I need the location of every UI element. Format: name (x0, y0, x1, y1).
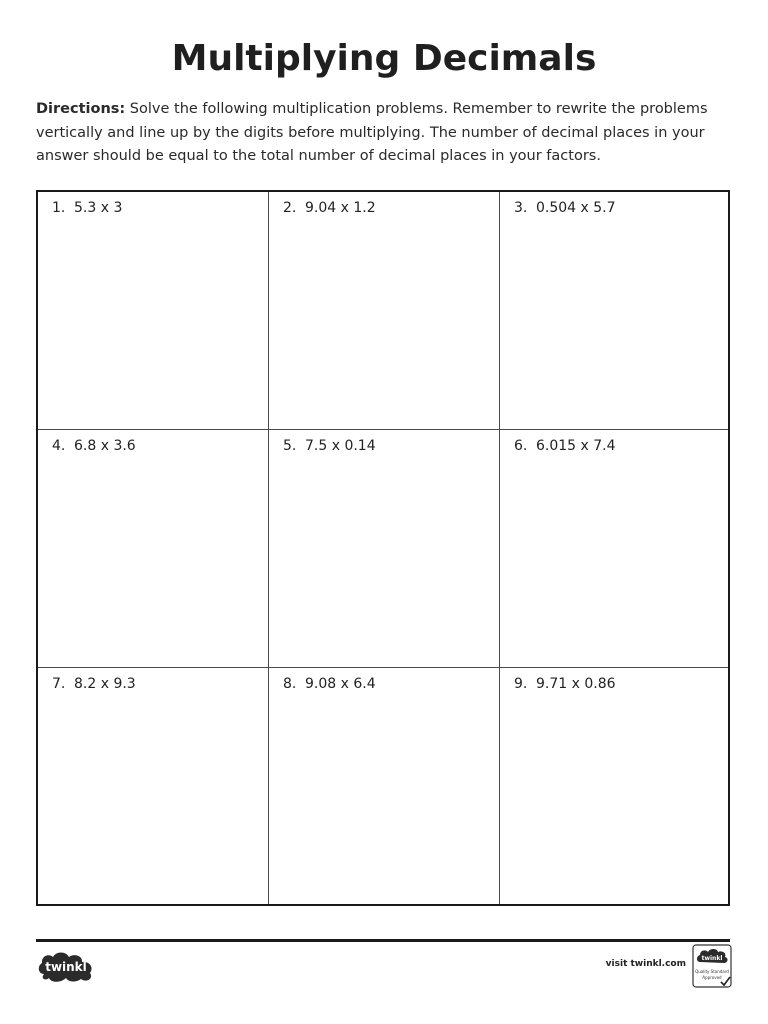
directions-text: Solve the following multiplication problems. Remember to rewrite the problems vertically and line up by the digits before multiplying. The number of decimal places in your answer should be equal to the total number of decimal places in your factors. (36, 101, 708, 164)
problem-expression: 8.2 x 9.3 (74, 676, 136, 692)
quality-badge-icon (692, 944, 732, 988)
visit-link[interactable]: visit twinkl.com (605, 959, 686, 969)
problem-expression: 5.3 x 3 (74, 200, 123, 216)
directions-label: Directions: (36, 101, 126, 117)
problem-number: 9. (514, 676, 528, 692)
problem-number: 3. (514, 200, 528, 216)
directions (36, 98, 736, 169)
problem-cell[interactable] (38, 430, 269, 668)
problem-number: 6. (514, 438, 528, 454)
page-title: Multiplying Decimals (171, 38, 597, 79)
problem-number: 1. (52, 200, 66, 216)
problem-expression: 7.5 x 0.14 (305, 438, 376, 454)
problem-cell[interactable] (500, 430, 728, 668)
problem-expression: 9.04 x 1.2 (305, 200, 376, 216)
problem-expression: 6.015 x 7.4 (536, 438, 616, 454)
twinkl-logo[interactable] (36, 948, 96, 984)
problem-grid (36, 190, 730, 906)
problem-expression: 6.8 x 3.6 (74, 438, 136, 454)
badge-line-2: Approved (702, 975, 722, 980)
problem-number: 8. (283, 676, 297, 692)
problem-number: 4. (52, 438, 66, 454)
problem-cell[interactable] (269, 430, 500, 668)
problem-cell[interactable] (38, 668, 269, 904)
badge-line-1: Quality Standard (695, 969, 729, 974)
problem-cell[interactable] (269, 192, 500, 430)
logo-text: twinkl (45, 960, 87, 974)
problem-cell[interactable] (38, 192, 269, 430)
problem-number: 7. (52, 676, 66, 692)
problem-cell[interactable] (500, 668, 728, 904)
problem-number: 5. (283, 438, 297, 454)
problem-cell[interactable] (500, 192, 728, 430)
problem-number: 2. (283, 200, 297, 216)
problem-cell[interactable] (269, 668, 500, 904)
badge-brand: twinkl (701, 955, 723, 962)
problem-expression: 0.504 x 5.7 (536, 200, 616, 216)
footer-divider (36, 939, 730, 942)
problem-expression: 9.71 x 0.86 (536, 676, 616, 692)
problem-expression: 9.08 x 6.4 (305, 676, 376, 692)
